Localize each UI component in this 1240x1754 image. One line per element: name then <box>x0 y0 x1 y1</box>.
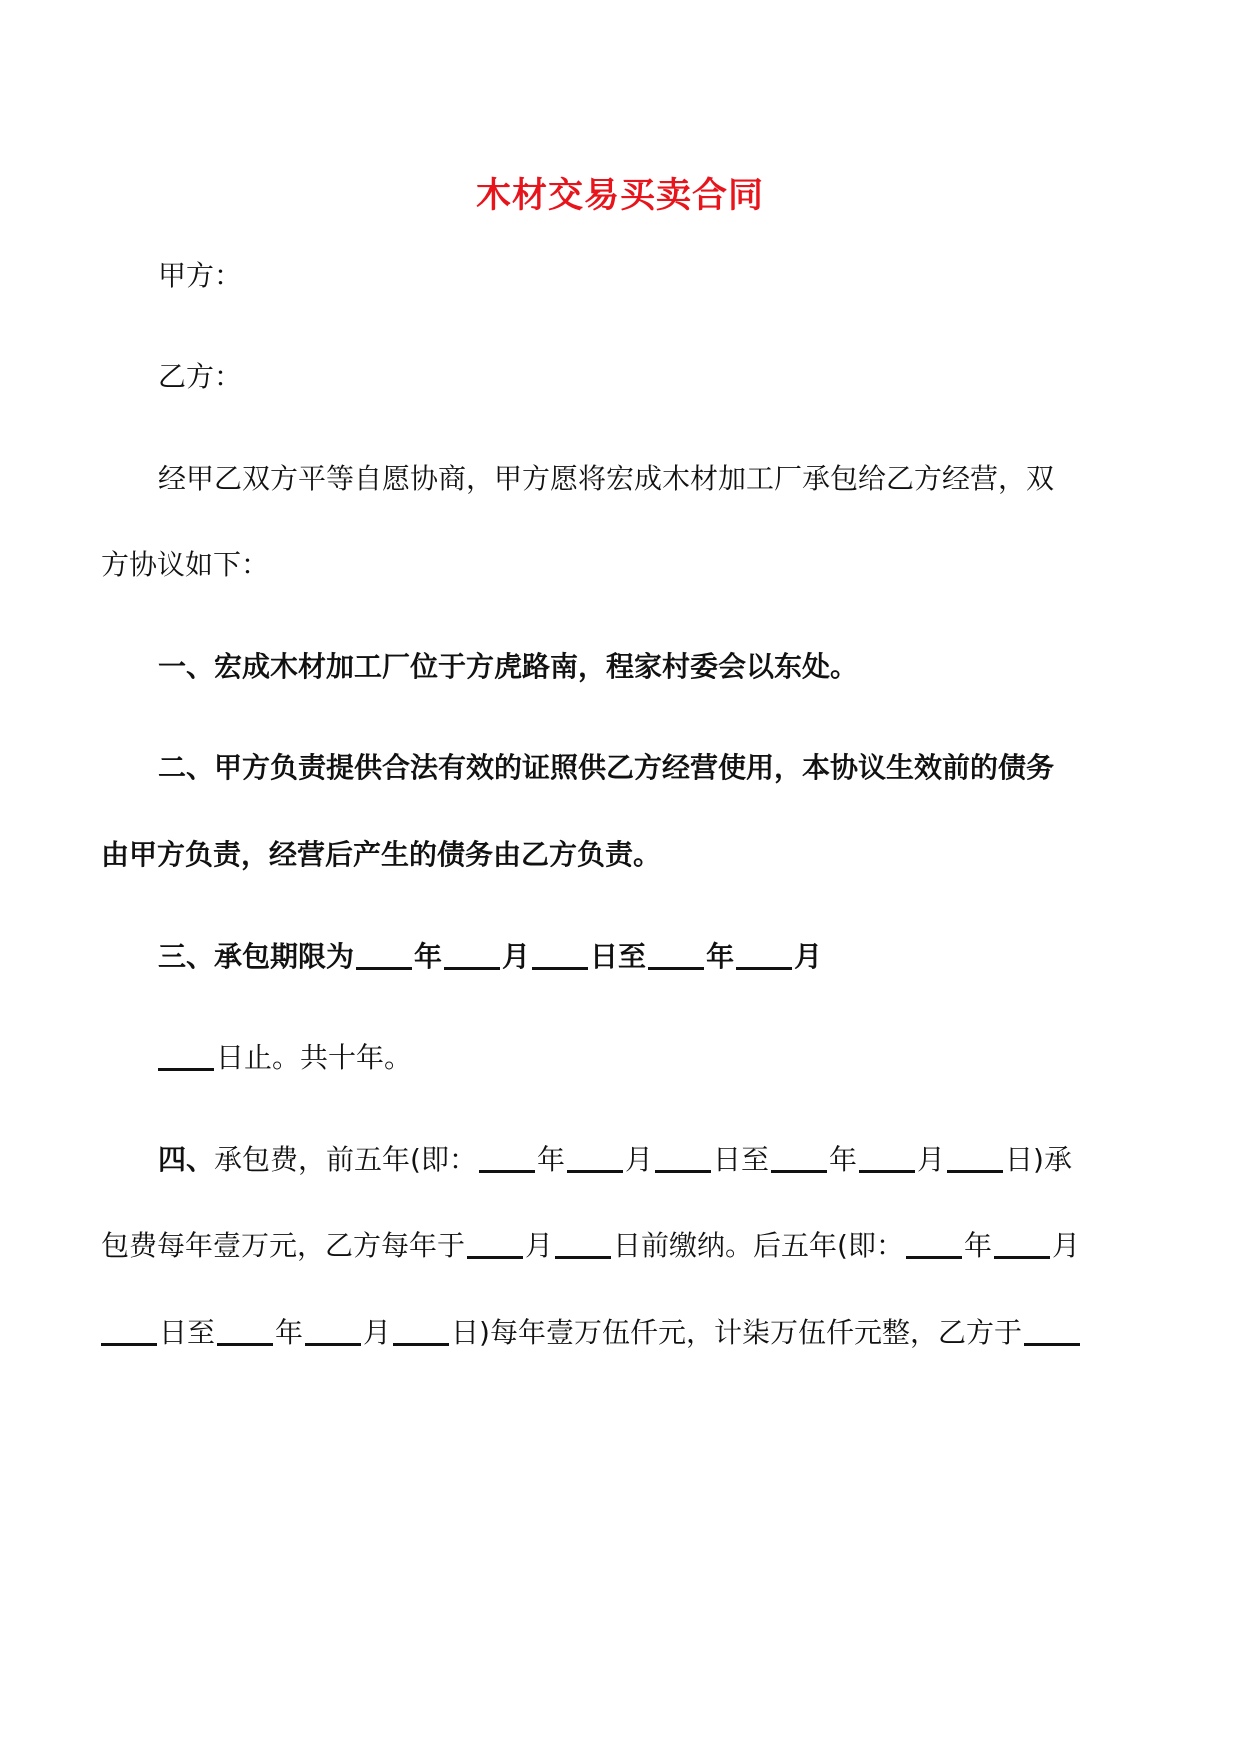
fill-blank[interactable] <box>444 939 500 970</box>
clause-4-line-1 <box>158 1140 1072 1180</box>
day-to-label: 日至 <box>590 940 647 973</box>
month-label: 月 <box>363 1316 392 1349</box>
year-label: 年 <box>706 940 735 973</box>
clause-4-line2-lead: 包费每年壹万元，乙方每年于 <box>101 1229 466 1262</box>
fill-blank[interactable] <box>771 1142 827 1173</box>
day-end-label: 日止。共十年。 <box>216 1041 413 1074</box>
year-label: 年 <box>275 1316 304 1349</box>
fill-blank[interactable] <box>994 1228 1050 1259</box>
month-label: 月 <box>502 940 531 973</box>
day-close-label: 日)承 <box>1005 1143 1072 1176</box>
fill-blank[interactable] <box>947 1142 1003 1173</box>
contract-title: 木材交易买卖合同 <box>475 175 764 216</box>
clause-1: 一、宏成木材加工厂位于方虎路南，程家村委会以东处。 <box>158 650 859 683</box>
clause-3-prefix: 三、承包期限为 <box>158 940 355 973</box>
clause-4-lead: 承包费，前五年(即： <box>214 1143 477 1176</box>
fill-blank[interactable] <box>158 1040 214 1071</box>
fill-blank[interactable] <box>305 1315 361 1346</box>
fill-blank[interactable] <box>648 939 704 970</box>
fill-blank[interactable] <box>479 1142 535 1173</box>
fill-blank[interactable] <box>1024 1315 1080 1346</box>
fill-blank[interactable] <box>906 1228 962 1259</box>
month-label: 月 <box>624 1143 653 1176</box>
clause-2-line-1: 二、甲方负责提供合法有效的证照供乙方经营使用，本协议生效前的债务 <box>158 751 1055 784</box>
clause-4-line2-pay: 日前缴纳。后五年(即： <box>613 1229 904 1262</box>
month-label: 月 <box>917 1143 946 1176</box>
fill-blank[interactable] <box>393 1315 449 1346</box>
year-label: 年 <box>829 1143 858 1176</box>
clause-4-line-3 <box>101 1313 1082 1353</box>
fill-blank[interactable] <box>655 1142 711 1173</box>
fill-blank[interactable] <box>217 1315 273 1346</box>
year-label: 年 <box>414 940 443 973</box>
fill-blank[interactable] <box>555 1228 611 1259</box>
party-b-label: 乙方： <box>158 360 243 393</box>
day-to-label: 日至 <box>712 1143 769 1176</box>
fill-blank[interactable] <box>567 1142 623 1173</box>
clause-3-line-1 <box>158 937 822 977</box>
fill-blank[interactable] <box>467 1228 523 1259</box>
clause-4-line-2 <box>101 1226 1080 1266</box>
intro-paragraph-line-2: 方协议如下： <box>101 548 270 581</box>
fill-blank[interactable] <box>736 939 792 970</box>
clause-4-heading: 四、 <box>158 1143 215 1176</box>
fill-blank[interactable] <box>356 939 412 970</box>
clause-2-line-2: 由甲方负责，经营后产生的债务由乙方负责。 <box>101 838 662 871</box>
month-label: 月 <box>525 1229 554 1262</box>
year-label: 年 <box>963 1229 992 1262</box>
fill-blank[interactable] <box>532 939 588 970</box>
clause-4-line3-tail: 日)每年壹万伍仟元，计柒万伍仟元整，乙方于 <box>451 1316 1022 1349</box>
year-label: 年 <box>536 1143 565 1176</box>
month-label: 月 <box>794 940 823 973</box>
fill-blank[interactable] <box>859 1142 915 1173</box>
day-to-label: 日至 <box>159 1316 216 1349</box>
clause-3-line-2 <box>158 1038 412 1078</box>
month-label: 月 <box>1051 1229 1080 1262</box>
fill-blank[interactable] <box>101 1315 157 1346</box>
intro-paragraph-line-1: 经甲乙双方平等自愿协商，甲方愿将宏成木材加工厂承包给乙方经营，双 <box>158 462 1055 495</box>
party-a-label: 甲方： <box>158 259 243 292</box>
